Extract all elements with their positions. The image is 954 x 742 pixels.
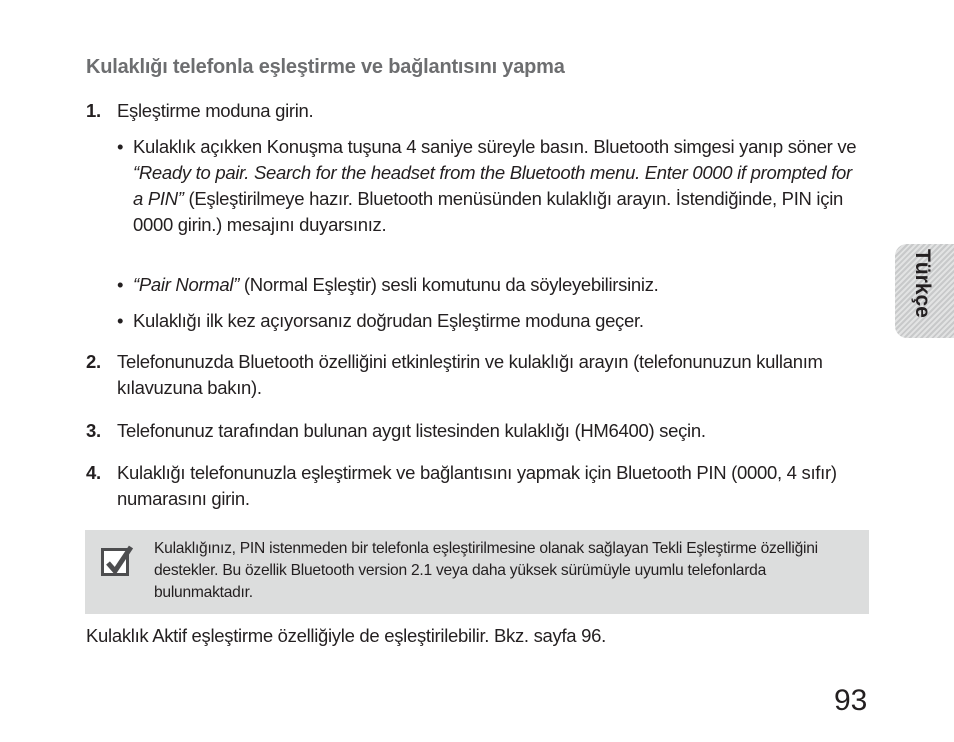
section-heading: Kulaklığı telefonla eşleştirme ve bağlantısını yapma	[86, 56, 565, 78]
note-box	[85, 530, 869, 614]
page-number: 93	[834, 684, 868, 717]
bullet-item	[117, 308, 857, 334]
bullet-icon: •	[117, 310, 124, 331]
note-text: Kulaklığınız, PIN istenmeden bir telefonla eşleştirilmesine olanak sağlayan Tekli Eşleştirme özelliğini destekler. Bu özellik Bluetooth version 2.1 veya daha yüksek sürümüyle uyumlu telefonlarda bulunmaktadır.	[154, 540, 818, 601]
step-text: Eşleştirme moduna girin.	[117, 100, 314, 121]
step-number: 2.	[86, 351, 101, 372]
bullet-icon: •	[117, 136, 124, 157]
bullet-icon: •	[117, 274, 124, 295]
bullet-item	[117, 272, 857, 298]
language-tab	[895, 244, 954, 338]
step-4	[86, 460, 876, 512]
step-number: 1.	[86, 100, 101, 121]
footer-note: Kulaklık Aktif eşleştirme özelliğiyle de eşleştirilebilir. Bkz. sayfa 96.	[86, 625, 606, 646]
step-text: Telefonunuzda Bluetooth özelliğini etkinleştirin ve kulaklığı arayın (telefonunuzun kullanım kılavuzuna bakın).	[117, 351, 823, 398]
bullet-text: Kulaklığı ilk kez açıyorsanız doğrudan Eşleştirme moduna geçer.	[133, 310, 644, 331]
bullet-text: Kulaklık açıkken Konuşma tuşuna 4 saniye süreyle basın. Bluetooth simgesi yanıp söner ve “Ready to pair. Search for the headset from the Bluetooth menu. Enter 0000 if prompted for a PIN” (Eşleştirilmeye hazır. Bluetooth menüsünden kulaklığı arayın. İstendiğinde, PIN için 0000 girin.) mesajını duyarsınız.	[133, 136, 857, 235]
language-tab-label: Türkçe	[911, 249, 934, 318]
step-number: 3.	[86, 420, 101, 441]
step-2	[86, 349, 876, 401]
checkbox-check-icon	[101, 548, 129, 576]
bullet-text: “Pair Normal” (Normal Eşleştir) sesli komutunu da söyleyebilirsiniz.	[133, 274, 659, 295]
step-text: Kulaklığı telefonunuzla eşleştirmek ve bağlantısını yapmak için Bluetooth PIN (0000, 4 sıfır) numarasını girin.	[117, 462, 837, 509]
step-number: 4.	[86, 462, 101, 483]
step-text: Telefonunuz tarafından bulunan aygıt listesinden kulaklığı (HM6400) seçin.	[117, 420, 706, 441]
step-3	[86, 418, 876, 444]
step-1	[86, 98, 876, 124]
bullet-item	[117, 134, 857, 238]
